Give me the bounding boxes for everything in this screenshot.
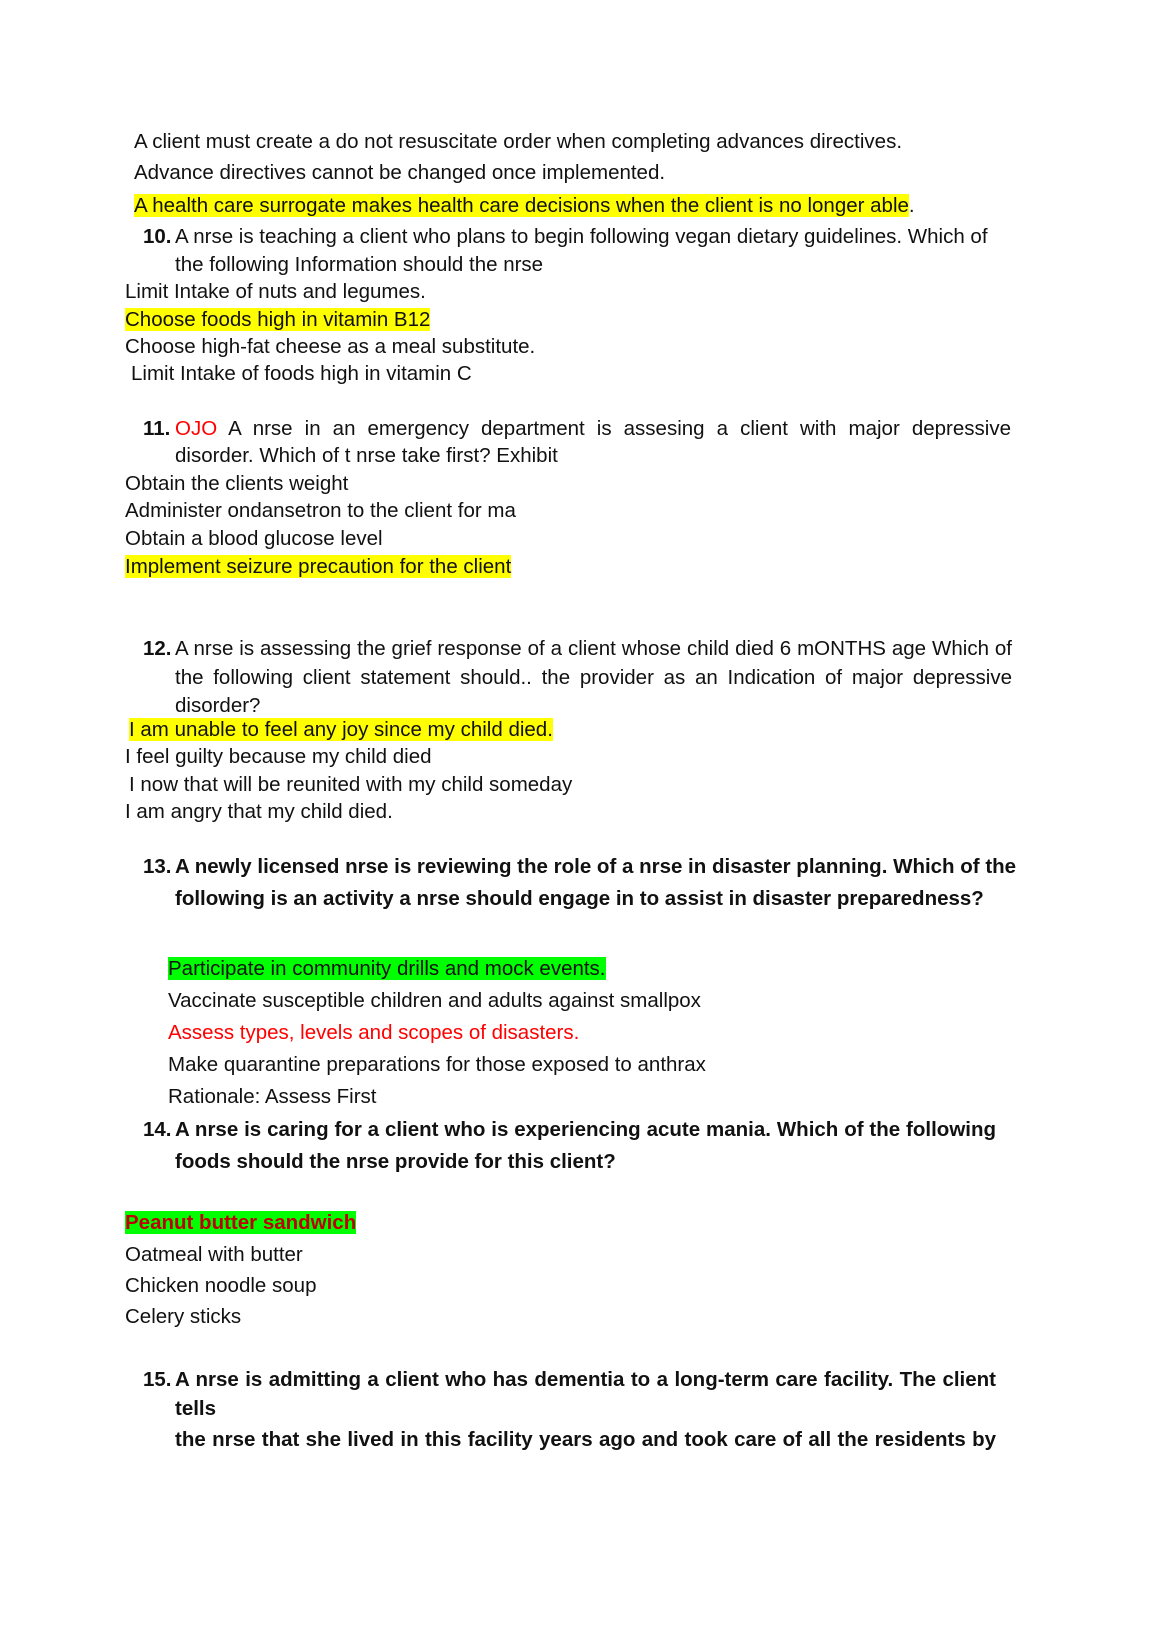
q15-stem-line-2: the nrse that she lived in this facility years ago and took care of all the residents by	[175, 1428, 996, 1451]
q10-option-1: Limit Intake of nuts and legumes.	[125, 280, 426, 303]
answer-highlight: I am unable to feel any joy since my child died.	[129, 718, 553, 741]
answer-highlight: Choose foods high in vitamin B12	[125, 308, 431, 331]
q9-option-3-answer	[134, 192, 915, 220]
q11-option-1: Obtain the clients weight	[125, 472, 349, 495]
q10-stem-line-2: the following Information should the nrse	[175, 253, 544, 276]
q11-stem	[175, 415, 1011, 444]
q11-option-4-answer	[125, 553, 511, 581]
q14-stem-line-2: foods should the nrse provide for this client?	[175, 1150, 616, 1173]
q10-option-3: Choose high-fat cheese as a meal substitute.	[125, 335, 536, 358]
q11-option-3: Obtain a blood glucose level	[125, 527, 383, 550]
answer-highlight: Implement seizure precaution for the client	[125, 555, 512, 578]
q13-option-2: Vaccinate susceptible children and adults against smallpox	[168, 989, 701, 1012]
q13-option-1-answer	[168, 955, 606, 983]
answer-highlight: Peanut butter sandwich	[125, 1211, 357, 1234]
q9-option-2: Advance directives cannot be changed once implemented.	[134, 161, 666, 184]
q11-number: 11.	[143, 417, 171, 440]
q11-option-2: Administer ondansetron to the client for ma	[125, 499, 516, 522]
q12-stem	[175, 635, 1012, 721]
q14-number: 14.	[143, 1118, 172, 1141]
q10-option-4: Limit Intake of foods high in vitamin C	[131, 362, 472, 385]
q11-tag: OJO	[175, 417, 218, 440]
q11-stem-line-1: OJO A nrse in an emergency department is assesing a client with major depressive	[175, 417, 1011, 440]
q15-stem-line-1: A nrse is admitting a client who has dementia to a long-term care facility. The client tells	[175, 1368, 996, 1420]
q14-stem	[175, 1116, 996, 1145]
q14-option-4: Celery sticks	[125, 1305, 242, 1328]
q12-option-1-answer	[129, 716, 553, 744]
q13-stem-line-1: A newly licensed nrse is reviewing the role of a nrse in disaster planning. Which of the	[175, 855, 1017, 878]
q13-rationale: Rationale: Assess First	[168, 1085, 377, 1108]
q12-stem-line-1: A nrse is assessing the grief response of a client whose child died 6 mONTHS age Which of	[175, 637, 1012, 660]
answer-highlight: Participate in community drills and mock events.	[168, 957, 606, 980]
q13-option-3: Assess types, levels and scopes of disasters.	[168, 1021, 580, 1044]
q12-option-2: I feel guilty because my child died	[125, 745, 432, 768]
q14-option-3: Chicken noodle soup	[125, 1274, 317, 1297]
trailing-period: .	[908, 194, 915, 217]
q12-stem-line-2: the following client statement should.. the provider as an Indication of major depressive	[175, 665, 1012, 689]
q12-stem-line-3: disorder?	[175, 694, 261, 717]
q11-stem-line-2: disorder. Which of t nrse take first? Exhibit	[175, 444, 558, 467]
q14-stem-line-1: A nrse is caring for a client who is experiencing acute mania. Which of the following	[175, 1118, 996, 1141]
q13-option-4: Make quarantine preparations for those exposed to anthrax	[168, 1053, 706, 1076]
q13-number: 13.	[143, 855, 172, 878]
q14-option-2: Oatmeal with butter	[125, 1243, 303, 1266]
q12-number: 12.	[143, 637, 172, 660]
q14-option-1-answer	[125, 1209, 356, 1237]
q15-stem	[175, 1366, 996, 1455]
q9-option-1: A client must create a do not resuscitate order when completing advances directives.	[134, 130, 903, 153]
q10-number: 10.	[143, 225, 172, 248]
q12-option-3: I now that will be reunited with my child someday	[129, 773, 573, 796]
q12-option-4: I am angry that my child died.	[125, 800, 393, 823]
q10-stem-line-1: A nrse is teaching a client who plans to begin following vegan dietary guidelines. Which of	[175, 225, 988, 248]
q15-number: 15.	[143, 1368, 172, 1391]
q13-stem-line-2: following is an activity a nrse should engage in to assist in disaster preparedness?	[175, 887, 984, 910]
q10-option-2-answer	[125, 306, 430, 334]
answer-highlight: A health care surrogate makes health care decisions when the client is no longer able	[134, 194, 909, 217]
